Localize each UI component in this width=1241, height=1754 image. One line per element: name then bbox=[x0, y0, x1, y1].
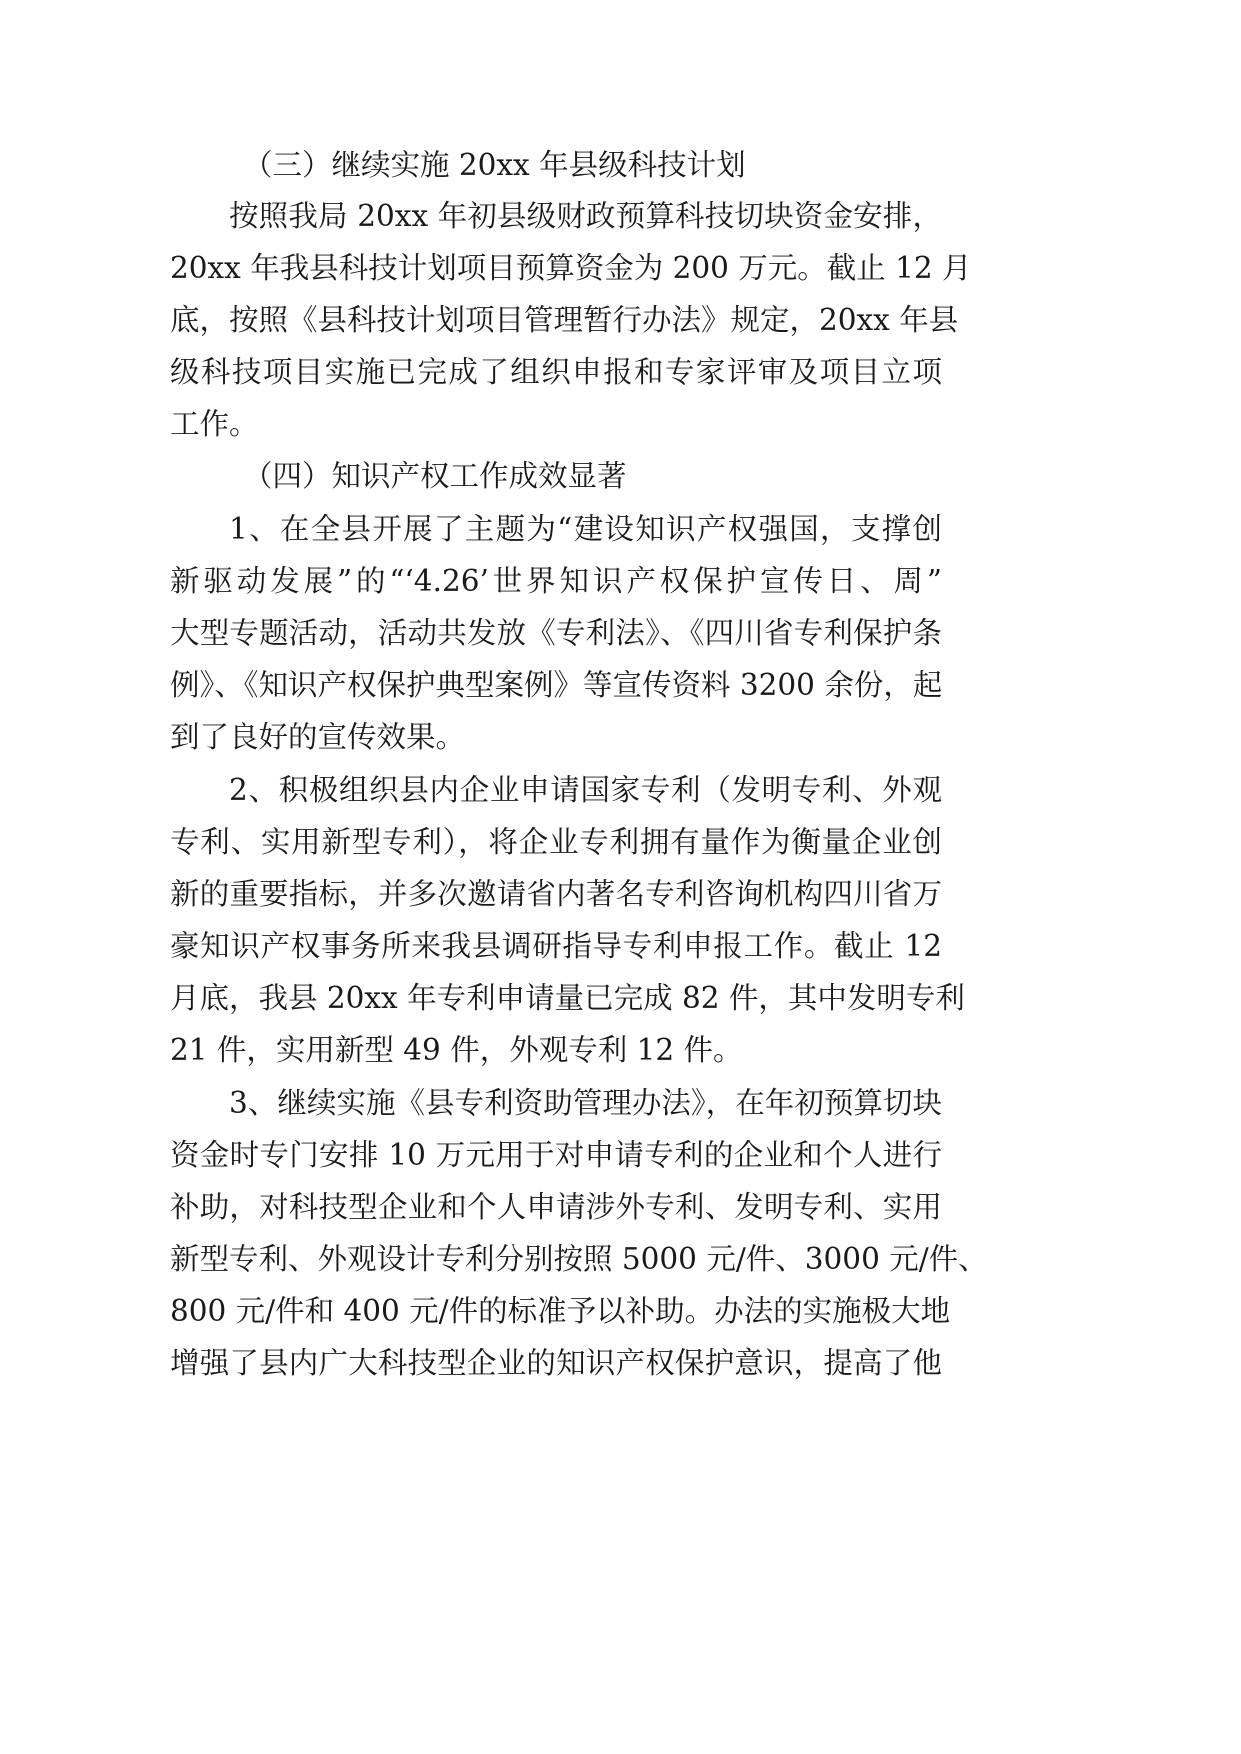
paragraph-line: 800 元/件和 400 元/件的标准予以补助。办法的实施极大地 bbox=[170, 1294, 951, 1328]
paragraph-line: 3、继续实施《县专利资助管理办法》，在年初预算切块 bbox=[229, 1086, 942, 1120]
paragraph-line: 增强了县内广大科技型企业的知识产权保护意识，提高了他 bbox=[170, 1346, 942, 1380]
paragraph-line: 月底，我县 20xx 年专利申请量已完成 82 件，其中发明专利 bbox=[170, 981, 965, 1015]
paragraph-line: 1、在全县开展了主题为“建设知识产权强国，支撑创 bbox=[229, 512, 942, 546]
paragraph-line: 大型专题活动，活动共发放《专利法》、《四川省专利保护条 bbox=[170, 616, 942, 650]
paragraph-line: 2、积极组织县内企业申请国家专利（发明专利、外观 bbox=[229, 773, 942, 807]
paragraph-line: 按照我局 20xx 年初县级财政预算科技切块资金安排， bbox=[229, 199, 942, 233]
paragraph-line: 新型专利、外观设计专利分别按照 5000 元/件、3000 元/件、 bbox=[170, 1242, 988, 1276]
section-heading-3: （三）继续实施 20xx 年县级科技计划 bbox=[243, 148, 746, 182]
paragraph-line: 21 件，实用新型 49 件，外观专利 12 件。 bbox=[170, 1033, 743, 1067]
paragraph-line: 补助，对科技型企业和个人申请涉外专利、发明专利、实用 bbox=[170, 1190, 942, 1224]
paragraph-line: 20xx 年我县科技计划项目预算资金为 200 万元。截止 12 月 bbox=[170, 251, 972, 285]
section-heading-4: （四）知识产权工作成效显著 bbox=[243, 459, 627, 493]
paragraph-line: 豪知识产权事务所来我县调研指导专利申报工作。截止 12 bbox=[170, 929, 942, 963]
paragraph-line: 底，按照《县科技计划项目管理暂行办法》规定，20xx 年县 bbox=[170, 303, 959, 337]
paragraph-line: 级科技项目实施已完成了组织申报和专家评审及项目立项 bbox=[170, 355, 942, 389]
paragraph-line: 新的重要指标，并多次邀请省内著名专利咨询机构四川省万 bbox=[170, 877, 942, 911]
paragraph-line: 新驱动发展”的“‘4.26’世界知识产权保护宣传日、周” bbox=[170, 564, 942, 598]
paragraph-line: 例》、《知识产权保护典型案例》等宣传资料 3200 余份，起 bbox=[170, 668, 943, 702]
paragraph-line: 工作。 bbox=[170, 407, 259, 441]
paragraph-line: 专利、实用新型专利），将企业专利拥有量作为衡量企业创 bbox=[170, 825, 942, 859]
paragraph-line: 资金时专门安排 10 万元用于对申请专利的企业和个人进行 bbox=[170, 1138, 942, 1172]
paragraph-line: 到了良好的宣传效果。 bbox=[170, 720, 466, 754]
